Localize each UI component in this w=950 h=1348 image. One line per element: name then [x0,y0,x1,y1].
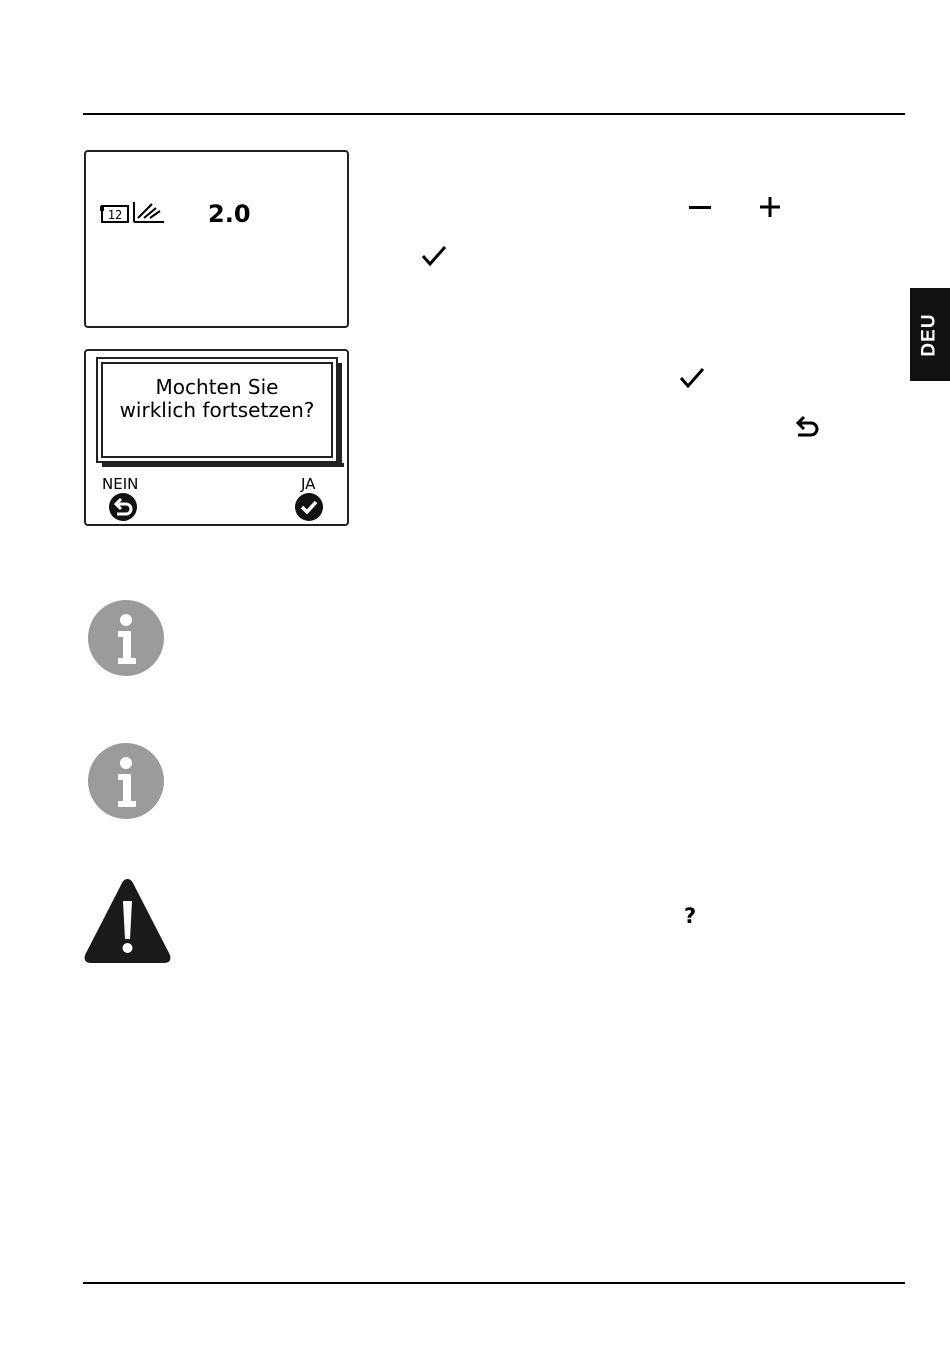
language-tab-label: DEU [919,312,940,357]
display-value-screen [84,150,349,328]
tig-torch-icon [134,202,164,222]
info-icon [88,600,164,676]
bottom-rule [83,1282,905,1284]
confirm-dialog-box [96,357,338,463]
back-icon [795,415,821,437]
dialog-message: Mochten Sie wirklich fortsetzen? [119,375,315,422]
confirm-dialog-screen [84,349,349,526]
minus-icon [689,205,711,211]
language-tab [910,288,950,381]
back-circle-icon[interactable] [108,492,138,522]
help-question-mark: ? [684,904,697,928]
program-12-icon [100,206,128,222]
svg-text:12: 12 [107,208,123,222]
confirm-circle-icon[interactable] [294,492,324,522]
nein-label: NEIN [102,475,139,493]
display-value: 2.0 [208,200,251,228]
check-icon [679,366,705,390]
top-rule [83,113,905,115]
ja-label: JA [301,475,316,493]
info-icon [88,743,164,819]
check-icon [421,244,447,268]
plus-icon [760,197,780,217]
warning-icon [83,877,172,965]
program-torch-icons [100,200,170,230]
